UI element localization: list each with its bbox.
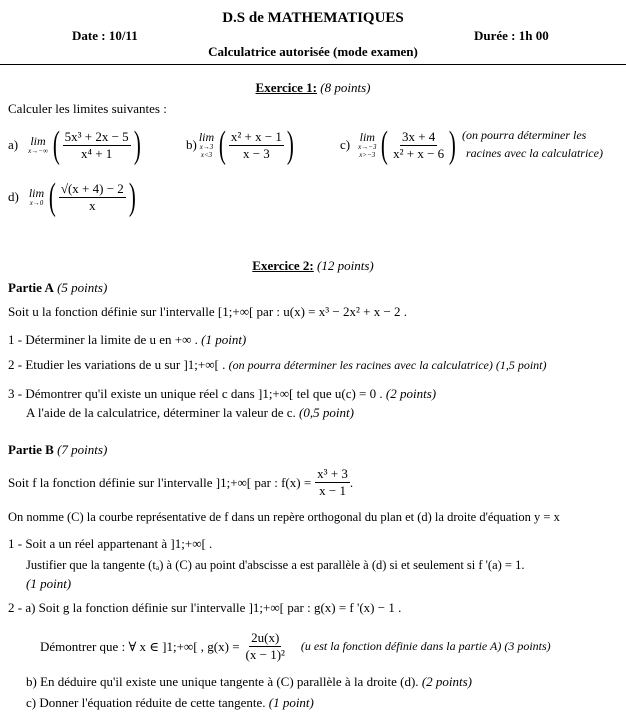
part-a-definition: Soit u la fonction définie sur l'intervalle [1;+∞[ par : u(x) = x³ − 2x² + x − 2 . (8, 304, 408, 319)
part-b-heading: Partie B (7 points) (8, 442, 108, 457)
question-a1: 1 - Déterminer la limite de u en +∞ . (1 point) (8, 332, 247, 347)
question-b1-points: (1 point) (26, 576, 72, 591)
question-b2a-demonstrate: Démontrer que : ∀ x ∈ ]1;+∞[ , g(x) = $\frac{2u(x)}{\text{(x − 1)²}}$ (u est la fonction définie dans la partie A) (3 points) (40, 630, 551, 662)
question-b1-justify: Justifier que la tangente (tₐ) à (C) au point d'abscisse a est parallèle à (d) si et seulement si f '(a) = 1. (26, 558, 525, 572)
limit-b: b) lim x→3 x<3 ( $\frac{\text{x² + x − 1}}{x - 3}$ ) (186, 124, 294, 166)
exercise-2-heading: Exercice 2: (12 points) (252, 258, 374, 273)
question-a2: 2 - Etudier les variations de u sur ]1;+∞[ . (on pourra déterminer les racines avec la calculatrice) (1,5 point) (8, 357, 547, 372)
duration: Durée : 1h 00 (474, 28, 549, 43)
question-b1: 1 - Soit a un réel appartenant à ]1;+∞[ . (8, 536, 213, 551)
limit-c-note-1: (on pourra déterminer les (462, 128, 587, 142)
header-divider (0, 64, 626, 65)
calculator-note: Calculatrice autorisée (mode examen) (208, 44, 418, 59)
page-title: D.S de MATHEMATIQUES (222, 10, 404, 26)
question-a3: 3 - Démontrer qu'il existe un unique réel c dans ]1;+∞[ tel que u(c) = 0 . (2 points) (8, 386, 437, 401)
part-b-naming: On nomme (C) la courbe représentative de f dans un repère orthogonal du plan et (d) la droite d'équation y = x (8, 510, 560, 524)
exercise-1-heading: Exercice 1: (8 points) (255, 80, 371, 95)
part-a-heading: Partie A (5 points) (8, 280, 108, 295)
question-a3-calc: A l'aide de la calculatrice, déterminer la valeur de c. (0,5 point) (26, 405, 354, 420)
limit-c: c) lim x→−3 x>−3 ( $\frac{3x + 4}{\text{x² + x − 6}}$ ) (340, 124, 456, 166)
part-b-definition: Soit f la fonction définie sur l'intervalle ]1;+∞[ par : f(x) = $\frac{\text{x³ + 3}}{x - 1}$ . (8, 466, 354, 498)
limit-a: a) lim x→−∞ ( $\frac{\text{5x³ + 2x − 5}}{\text{x⁴ + 1}}$ ) (8, 124, 141, 166)
limit-c-note-2: racines avec la calculatrice) (466, 146, 603, 160)
question-b2c: c) Donner l'équation réduite de cette tangente. (1 point) (26, 695, 314, 710)
limit-d: d) lim x→0 ( $\frac{√(x + 4) - 2}{x}$ ) (8, 176, 136, 218)
question-b2a: 2 - a) Soit g la fonction définie sur l'intervalle ]1;+∞[ par : g(x) = f '(x) − 1 . (8, 600, 402, 615)
exercise-1-intro: Calculer les limites suivantes : (8, 101, 167, 116)
question-b2b: b) En déduire qu'il existe une unique tangente à (C) parallèle à la droite (d). (2 points) (26, 674, 473, 689)
date: Date : 10/11 (72, 28, 138, 43)
